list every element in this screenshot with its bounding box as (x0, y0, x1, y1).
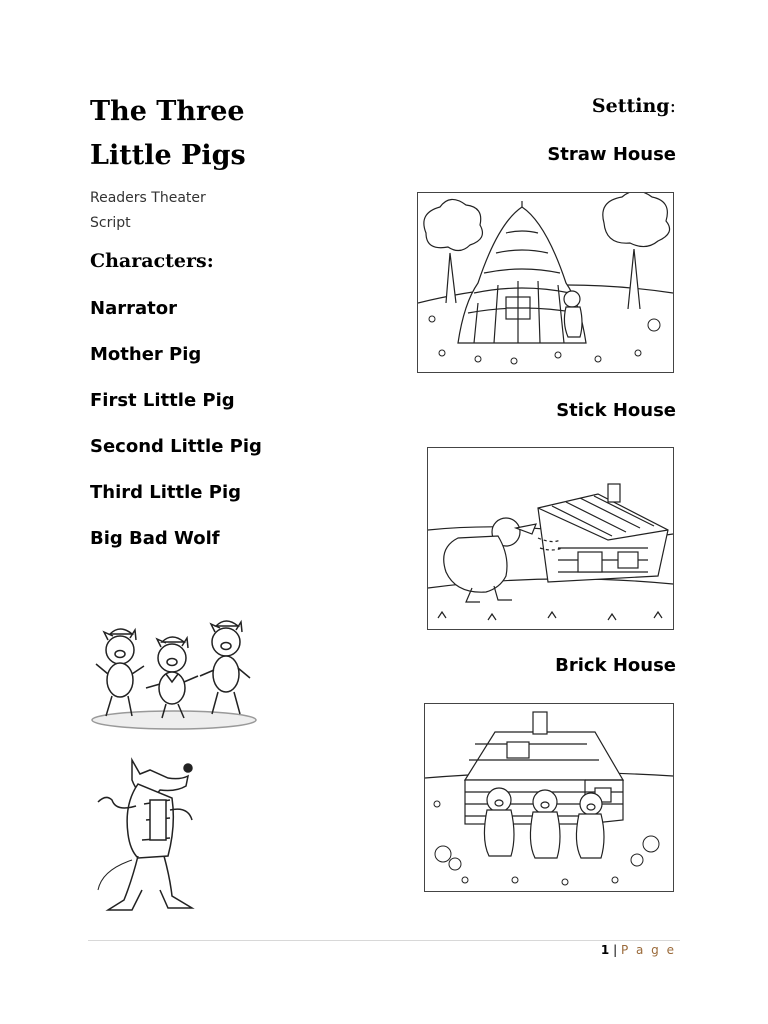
brick-house-image (424, 703, 674, 892)
stick-house-image (427, 447, 674, 630)
straw-house-label: Straw House (547, 144, 676, 165)
character-item: Third Little Pig (90, 482, 242, 503)
title-line-1: The Three (90, 96, 245, 127)
brick-house-label: Brick House (555, 655, 676, 676)
page-word: P a g e (620, 943, 676, 957)
wolf-illustration (92, 750, 212, 920)
setting-heading-text: Setting (591, 95, 670, 117)
straw-house-image (417, 192, 674, 373)
three-pigs-illustration (88, 612, 260, 732)
footer-separator: | (613, 943, 618, 957)
character-list (90, 296, 262, 572)
document-subtitle (90, 186, 290, 236)
character-item: Narrator (90, 298, 177, 319)
document-title (90, 90, 350, 178)
title-line-2: Little Pigs (90, 140, 246, 171)
page-number: 1 (600, 943, 610, 957)
character-item: Big Bad Wolf (90, 528, 220, 549)
stick-house-label: Stick House (556, 400, 676, 421)
setting-heading-colon: : (669, 95, 676, 117)
character-item: Second Little Pig (90, 436, 262, 457)
characters-heading: Characters: (90, 250, 214, 272)
subtitle-line-2: Script (90, 215, 131, 231)
subtitle-line-1: Readers Theater (90, 190, 206, 206)
character-item: First Little Pig (90, 390, 235, 411)
footer-divider (88, 940, 680, 941)
page-footer (601, 943, 676, 957)
setting-heading (592, 95, 676, 117)
character-item: Mother Pig (90, 344, 202, 365)
